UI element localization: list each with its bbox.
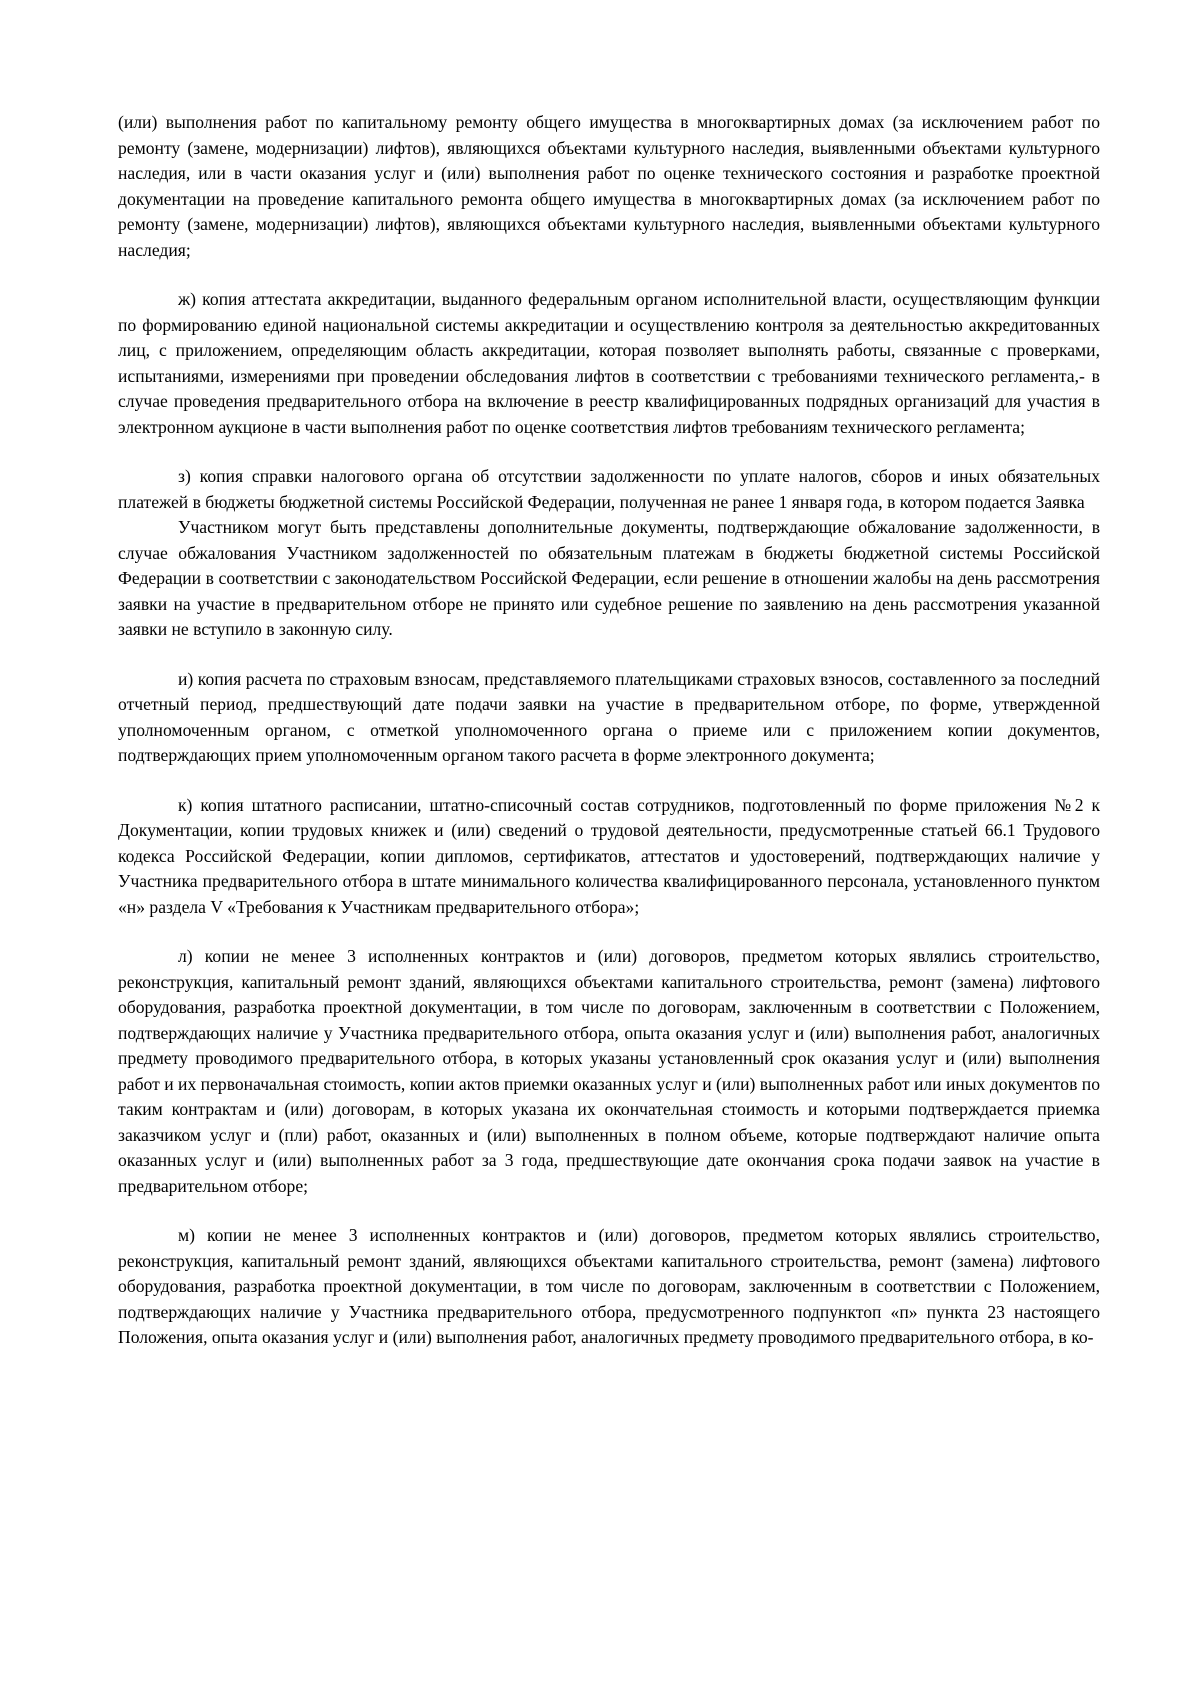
paragraph-item-z: з) копия справки налогового органа об отсутствии задолженности по уплате налогов, сборов и иных обязательных платежей в бюджеты бюджетной системы Российской Федерации, полученная не ранее 1 января года, в котором подается Заявка bbox=[118, 466, 1100, 512]
paragraph-item-k: к) копия штатного расписании, штатно-списочный состав сотрудников, подготовленный по форме приложения №2 к Документации, копии трудовых книжек и (или) сведений о трудовой деятельности, предусмотренные статьей 66.1 Трудового кодекса Российской Федерации, копии дипломов, сертификатов, аттестатов и удостоверений, подтверждающих наличие у Участника предварительного отбора в штате минимального количества квалифицированного персонала, установленного пунктом «н» раздела V «Требования к Участникам предварительного отбора»; bbox=[118, 794, 1100, 917]
document-body bbox=[118, 110, 1100, 1351]
paragraph-item-l: л) копии не менее 3 исполненных контрактов и (или) договоров, предметом которых являлись строительство, реконструкция, капитальный ремонт зданий, являющихся объектами капитального строительства, ремонт (замена) лифтового оборудования, разработка проектной документации, в том числе по договорам, заключенным в соответствии с Положением, подтверждающих наличие у Участника предварительного отбора, опыта оказания услуг и (или) выполнения работ, аналогичных предмету проводимого предварительного отбора, в которых указаны установленный срок оказания услуг и (или) выполнения работ и их первоначальная стоимость, копии актов приемки оказанных услуг и (или) выполненных работ или иных документов по таким контрактам и (или) договорам, в которых указана их окончательная стоимость и которыми подтверждается приемка заказчиком услуг и (пли) работ, оказанных и (или) выполненных в полном объеме, которые подтверждают наличие опыта оказанных услуг и (или) выполненных работ за 3 года, предшествующие дате окончания срока подачи заявок на участие в предварительном отборе; bbox=[118, 946, 1100, 1196]
paragraph-item-zh: ж) копия аттестата аккредитации, выданного федеральным органом исполнительной власти, осуществляющим функции по формированию единой национальной системы аккредитации и осуществлению контроля за деятельностью аккредитованных лиц, с приложением, определяющим область аккредитации, которая позволяет выполнять работы, связанные с проверками, испытаниями, измерениями при проведении обследования лифтов в соответствии с требованиями технического регламента,- в случае проведения предварительного отбора на включение в реестр квалифицированных подрядных организаций для участия в электронном аукционе в части выполнения работ по оценке соответствия лифтов требованиям технического регламента; bbox=[118, 289, 1100, 437]
paragraph-item-z-note: Участником могут быть представлены дополнительные документы, подтверждающие обжалование задолженности, в случае обжалования Участником задолженностей по обязательным платежам в бюджеты бюджетной системы Российской Федерации в соответствии с законодательством Российской Федерации, если решение в отношении жалобы на день рассмотрения заявки на участие в предварительном отборе не принято или судебное решение по заявлению на день рассмотрения указанной заявки не вступило в законную силу. bbox=[118, 517, 1100, 639]
paragraph-item-i: и) копия расчета по страховым взносам, представляемого плательщиками страховых взносов, составленного за последний отчетный период, предшествующий дате подачи заявки на участие в предварительном отборе, по форме, утвержденной уполномоченным органом, с отметкой уполномоченного органа о приеме или с приложением копии документов, подтверждающих прием уполномоченным органом такого расчета в форме электронного документа; bbox=[118, 668, 1100, 765]
paragraph-item-m: м) копии не менее 3 исполненных контрактов и (или) договоров, предметом которых являлись строительство, реконструкция, капитальный ремонт зданий, являющихся объектами капитального строительства, ремонт (замена) лифтового оборудования, разработка проектной документации, в том числе по договорам, заключенным в соответствии с Положением, подтверждающих наличие у Участника предварительного отбора, предусмотренного подпунктоп «п» пункта 23 настоящего Положения, опыта оказания услуг и (или) выполнения работ, аналогичных предмету проводимого предварительного отбора, в ко- bbox=[118, 1225, 1100, 1347]
paragraph-continuation: (или) выполнения работ по капитальному ремонту общего имущества в многоквартирных домах (за исключением работ по ремонту (замене, модернизации) лифтов), являющихся объектами культурного наследия, выявленными объектами культурного наследия, или в части оказания услуг и (или) выполнения работ по оценке технического состояния и разработке проектной документации на проведение капитального ремонта общего имущества в многоквартирных домах (за исключением работ по ремонту (замене, модернизации) лифтов), являющихся объектами культурного наследия, выявленными объектами культурного наследия; bbox=[118, 112, 1100, 260]
